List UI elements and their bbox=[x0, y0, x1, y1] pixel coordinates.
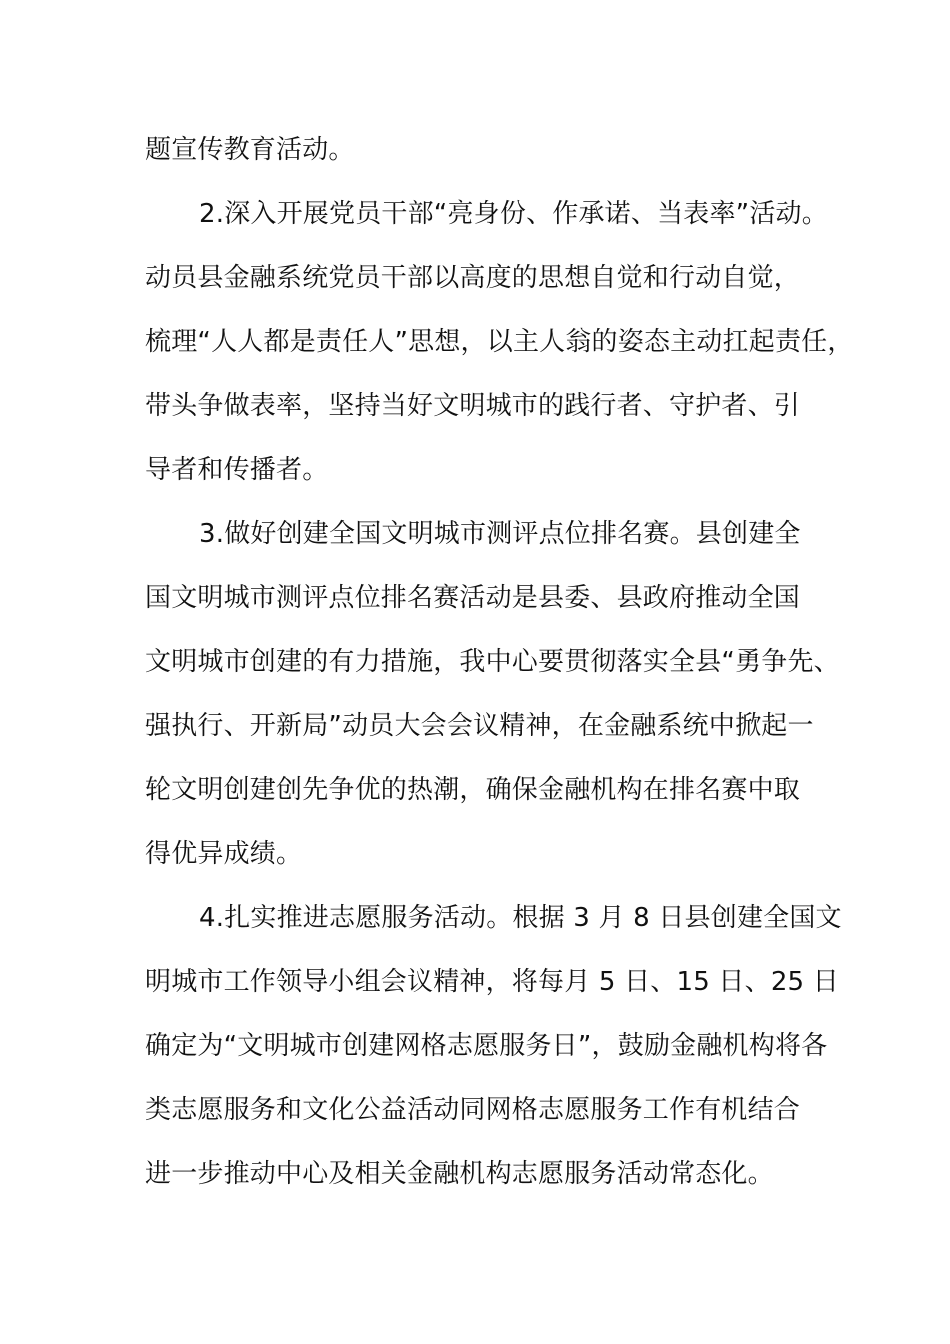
paragraph-2-heading: 2.深入开展党员干部“亮身份、作承诺、当表率”活动。 bbox=[199, 199, 828, 229]
text-line-15: 确定为“文明城市创建网格志愿服务日”，鼓励金融机构将各 bbox=[145, 1031, 828, 1061]
text-line-4: 梳理“人人都是责任人”思想，以主人翁的姿态主动扛起责任， bbox=[145, 327, 854, 357]
text-line-3: 动员县金融系统党员干部以高度的思想自觉和行动自觉， bbox=[145, 263, 801, 293]
text-line-16: 类志愿服务和文化公益活动同网格志愿服务工作有机结合 bbox=[145, 1095, 801, 1125]
text-line-11: 轮文明创建创先争优的热潮，确保金融机构在排名赛中取 bbox=[145, 775, 801, 805]
text-line-14: 明城市工作领导小组会议精神，将每月 5 日、15 日、25 日 bbox=[145, 967, 839, 997]
text-line-12: 得优异成绩。 bbox=[145, 839, 303, 869]
text-line-9: 文明城市创建的有力措施，我中心要贯彻落实全县“勇争先、 bbox=[145, 647, 840, 677]
text-line-8: 国文明城市测评点位排名赛活动是县委、县政府推动全国 bbox=[145, 583, 801, 613]
paragraph-3-heading: 3.做好创建全国文明城市测评点位排名赛。县创建全 bbox=[199, 519, 801, 549]
text-line-1: 题宣传教育活动。 bbox=[145, 135, 355, 165]
text-line-6: 导者和传播者。 bbox=[145, 455, 329, 485]
text-line-10: 强执行、开新局”动员大会会议精神，在金融系统中掀起一 bbox=[145, 711, 814, 741]
text-line-17: 进一步推动中心及相关金融机构志愿服务活动常态化。 bbox=[145, 1159, 774, 1189]
text-line-5: 带头争做表率，坚持当好文明城市的践行者、守护者、引 bbox=[145, 391, 801, 421]
paragraph-4-heading: 4.扎实推进志愿服务活动。根据 3 月 8 日县创建全国文 bbox=[199, 903, 842, 933]
